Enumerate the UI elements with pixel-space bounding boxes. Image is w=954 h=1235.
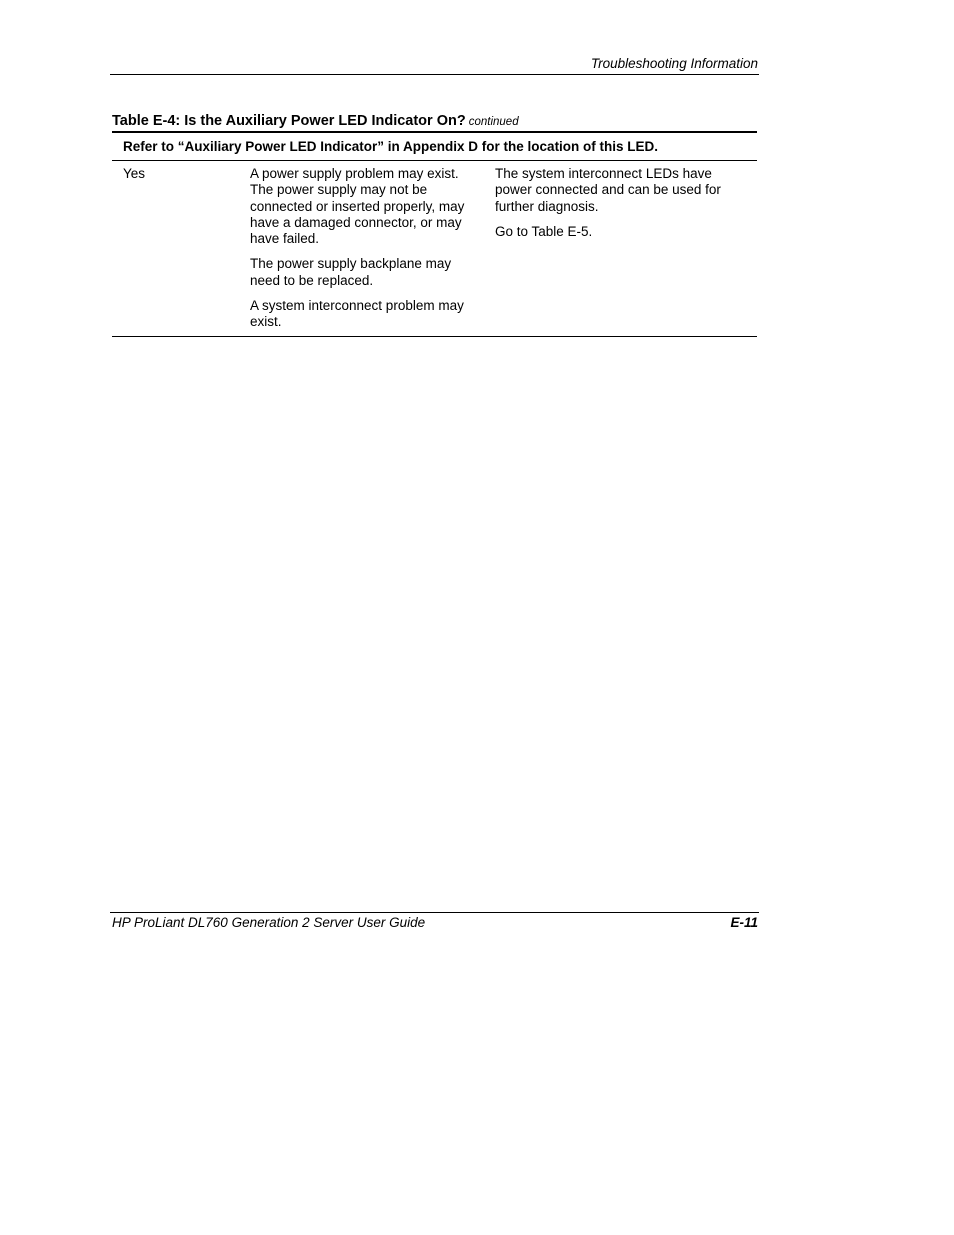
running-header: Troubleshooting Information bbox=[590, 56, 758, 71]
table-top-rule bbox=[112, 131, 757, 133]
reason-paragraph: A system interconnect problem may exist. bbox=[250, 298, 464, 330]
header-divider bbox=[110, 74, 759, 75]
reason-paragraph: A power supply problem may exist. The power supply may not be connected or inserted properly, may have a damaged connector, or may have failed. bbox=[250, 166, 465, 247]
table-cell-actions bbox=[495, 166, 740, 249]
footer-page-number: E-11 bbox=[730, 915, 758, 930]
table-bottom-rule bbox=[112, 336, 757, 337]
answer-text: Yes bbox=[123, 166, 146, 181]
table-refer-note: Refer to “Auxiliary Power LED Indicator” in Appendix D for the location of this LED. bbox=[123, 139, 659, 154]
footer-divider bbox=[110, 912, 759, 913]
action-paragraph: The system interconnect LEDs have power connected and can be used for further diagnosis. bbox=[495, 166, 721, 214]
table-title-text: Table E-4: Is the Auxiliary Power LED Indicator On? bbox=[112, 113, 466, 129]
table-header-rule bbox=[112, 160, 757, 161]
table-title bbox=[112, 113, 519, 129]
table-continued-label: continued bbox=[468, 116, 519, 128]
footer-guide-title: HP ProLiant DL760 Generation 2 Server User Guide bbox=[112, 915, 426, 930]
reason-paragraph: The power supply backplane may need to be replaced. bbox=[250, 256, 452, 288]
action-paragraph: Go to Table E-5. bbox=[495, 223, 593, 239]
table-cell-answer bbox=[123, 166, 233, 191]
table-cell-possible-reasons bbox=[250, 166, 482, 340]
